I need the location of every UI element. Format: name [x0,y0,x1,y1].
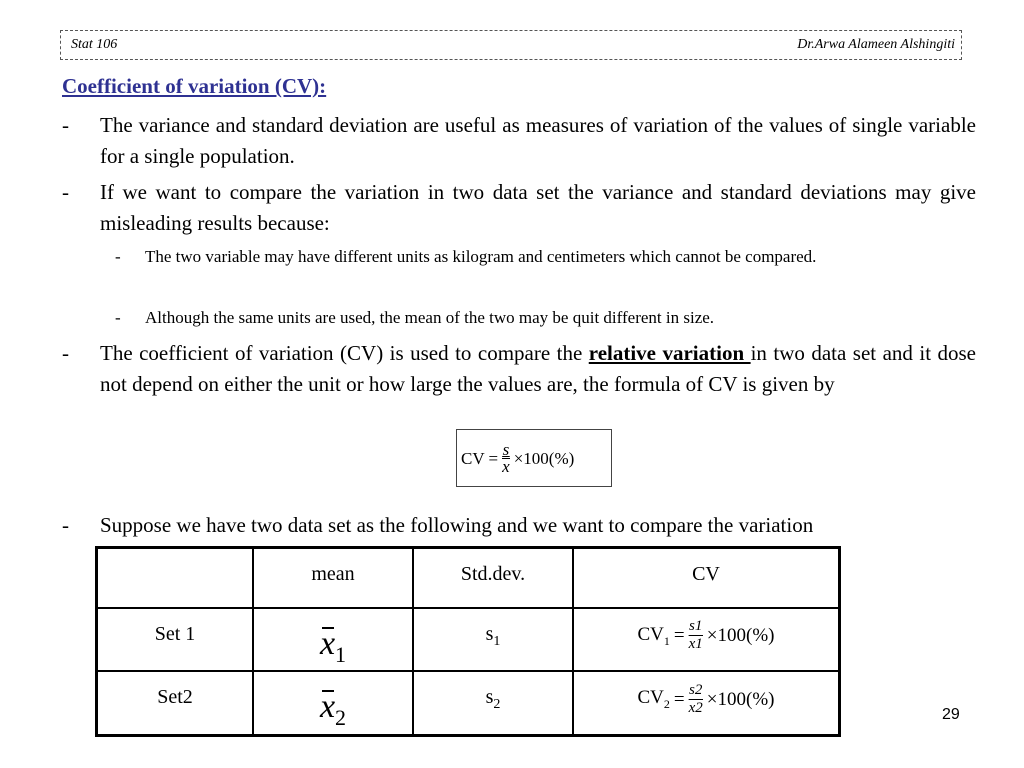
bullet-text-post: in two data set and it dose not depend on either the unit or how large the values are, the formula of CV is given by [100,341,976,396]
cv-formula: $CV_2$ = $\frac{s2}{x2}$ ×100(%) [637,682,775,717]
bullet-text: If we want to compare the variation in two data set the variance and standard deviations may give misleading results because: [100,180,976,235]
bullet-4 [62,510,976,541]
bullet-text: The variance and standard deviation are useful as measures of variation of the values of single variable for a single population. [100,113,976,168]
slide-header [60,30,962,60]
bullet-dash: - [62,513,69,537]
bullet-dash: - [62,180,69,204]
header-cell-empty [97,548,254,608]
cv-cell [573,671,840,735]
mean-symbol: $x_2$ [319,688,347,731]
stddev-cell: $s_1$ [413,608,573,672]
table-row [97,608,840,672]
table-header-row [97,548,840,608]
formula-denominator: x [502,457,510,476]
formula-lhs: CV = [461,448,499,468]
table-row [97,671,840,735]
cv-cell [573,608,840,672]
formula-rhs: ×100(%) [513,448,575,468]
cv-comparison-table [95,546,841,737]
page-number: 29 [942,706,960,723]
sub-bullet-2 [115,304,976,331]
cv-formula: $CV_1$ = $\frac{s1}{x1}$ ×100(%) [637,618,775,653]
row-label: Set 1 [97,608,254,672]
cv-formula-box [456,429,612,487]
course-label: Stat 106 [71,37,118,52]
mean-cell [253,608,413,672]
bullet-1 [62,110,976,172]
header-cell-cv: CV [573,548,840,608]
sub-bullet-text: Although the same units are used, the mean of the two may be quit different in size. [145,308,715,327]
formula-numerator: s [502,440,510,459]
bullet-2 [62,177,976,239]
formula-fraction [502,442,510,475]
bullet-text: Suppose we have two data set as the following and we want to compare the variation [100,513,814,537]
mean-symbol: $x_1$ [319,624,347,667]
author-label: Dr.Arwa Alameen Alshingiti [797,37,955,52]
bullet-3 [62,338,976,400]
bullet-text-pre: The coefficient of variation (CV) is used to compare the [100,341,589,365]
relative-variation-emphasis: relative variation [588,341,751,365]
sub-bullet-dash: - [115,247,121,266]
sub-bullet-text: The two variable may have different units as kilogram and centimeters which cannot be compared. [145,247,817,266]
sub-bullet-1 [115,243,976,270]
stddev-cell: $s_2$ [413,671,573,735]
row-label: Set2 [97,671,254,735]
bullet-text [100,338,976,400]
sub-bullet-dash: - [115,308,121,327]
section-title: Coefficient of variation (CV): [62,74,327,98]
header-cell-stddev: Std.dev. [413,548,573,608]
bullet-dash: - [62,113,69,137]
bullet-dash: - [62,341,69,365]
header-cell-mean: mean [253,548,413,608]
mean-cell [253,671,413,735]
